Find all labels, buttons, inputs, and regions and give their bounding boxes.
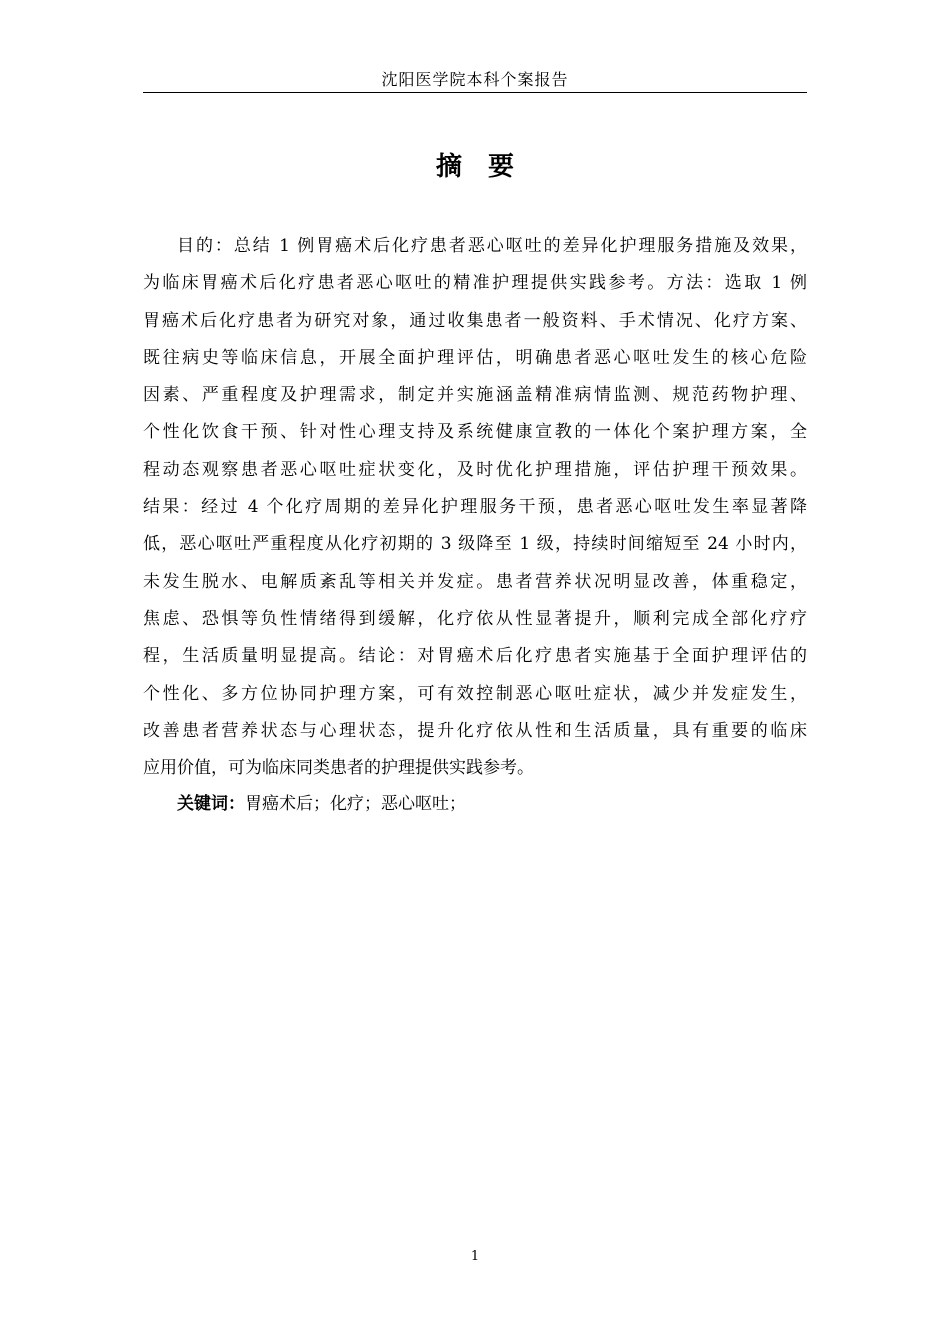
abstract-line: 因素、严重程度及护理需求，制定并实施涵盖精准病情监测、规范药物护理、 [143, 385, 807, 406]
abstract-line: 个性化、多方位协同护理方案，可有效控制恶心呕吐症状，减少并发症发生， [143, 683, 807, 704]
keywords-value: 胃癌术后；化疗；恶心呕吐； [245, 794, 466, 814]
abstract-line: 既往病史等临床信息，开展全面护理评估，明确患者恶心呕吐发生的核心危险 [143, 347, 807, 368]
abstract-heading: 摘要 [435, 152, 540, 182]
abstract-line: 目的：总结 1 例胃癌术后化疗患者恶心呕吐的差异化护理服务措施及效果， [177, 236, 807, 256]
abstract-line: 个性化饮食干预、针对性心理支持及系统健康宣教的一体化个案护理方案，全 [143, 422, 807, 443]
abstract-line: 低，恶心呕吐严重程度从化疗初期的 3 级降至 1 级，持续时间缩短至 24 小时内， [143, 534, 807, 555]
abstract-line: 焦虑、恐惧等负性情绪得到缓解，化疗依从性显著提升，顺利完成全部化疗疗 [143, 608, 807, 629]
abstract-line: 为临床胃癌术后化疗患者恶心呕吐的精准护理提供实践参考。方法：选取 1 例 [143, 273, 807, 294]
abstract-line: 未发生脱水、电解质紊乱等相关并发症。患者营养状况明显改善，体重稳定， [143, 571, 807, 592]
page-number: 1 [470, 1249, 480, 1264]
abstract-line: 应用价值，可为临床同类患者的护理提供实践参考。 [143, 758, 534, 779]
abstract-line: 改善患者营养状态与心理状态，提升化疗依从性和生活质量，具有重要的临床 [143, 720, 807, 741]
header-divider [143, 92, 807, 93]
keywords [177, 786, 466, 823]
abstract-line: 胃癌术后化疗患者为研究对象，通过收集患者一般资料、手术情况、化疗方案、 [143, 310, 807, 331]
abstract-line: 程，生活质量明显提高。结论：对胃癌术后化疗患者实施基于全面护理评估的 [143, 646, 807, 667]
abstract-line: 结果：经过 4 个化疗周期的差异化护理服务干预，患者恶心呕吐发生率显著降 [143, 497, 807, 518]
page-header-title: 沈阳医学院本科个案报告 [381, 70, 569, 89]
abstract-body [143, 228, 807, 787]
keywords-label: 关键词： [177, 794, 245, 814]
abstract-line: 程动态观察患者恶心呕吐症状变化，及时优化护理措施，评估护理干预效果。 [143, 459, 807, 480]
